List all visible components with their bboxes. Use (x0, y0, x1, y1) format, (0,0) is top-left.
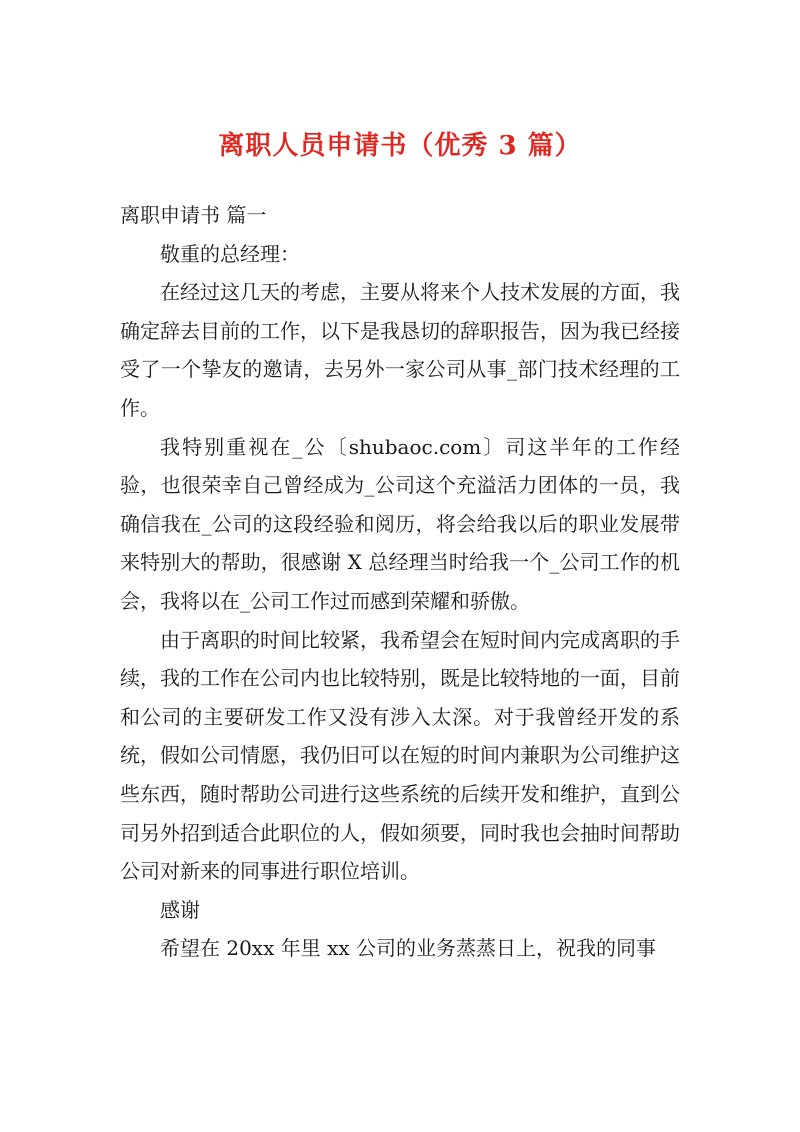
salutation: 敬重的总经理： (160, 241, 300, 266)
thanks-line: 感谢 (160, 897, 200, 922)
body-paragraph-2: 我特别重视在_公〔shubaoc.com〕司这半年的工作经验，也很荣幸自己曾经成为_公司这个充溢活力团体的一员，我确信我在_公司的这段经验和阅历，将会给我以后的职业发展带来特别大的帮助，很感谢 X 总经理当时给我一个_公司工作的机会，我将以在_公司工作过而感到荣耀和骄傲。 (120, 434, 680, 613)
section-heading: 离职申请书 篇一 (120, 203, 267, 227)
document-body (120, 196, 680, 968)
closing-paragraph: 希望在 20xx 年里 xx 公司的业务蒸蒸日上，祝我的同事 (160, 936, 656, 961)
document-title: 离职人员申请书（优秀 3 篇） (218, 131, 582, 161)
body-paragraph-1: 在经过这几天的考虑，主要从将来个人技术发展的方面，我确定辞去目前的工作，以下是我恳切的辞职报告，因为我已经接受了一个挚友的邀请，去另外一家公司从事_部门技术经理的工作。 (120, 280, 680, 420)
body-paragraph-3: 由于离职的时间比较紧，我希望会在短时间内完成离职的手续，我的工作在公司内也比较特别，既是比较特地的一面，目前和公司的主要研发工作又没有涉入太深。对于我曾经开发的系统，假如公司情愿，我仍旧可以在短的时间内兼职为公司维护这些东西，随时帮助公司进行这些系统的后续开发和维护，直到公司另外招到适合此职位的人，假如须要，同时我也会抽时间帮助公司对新来的同事进行职位培训。 (120, 627, 680, 884)
